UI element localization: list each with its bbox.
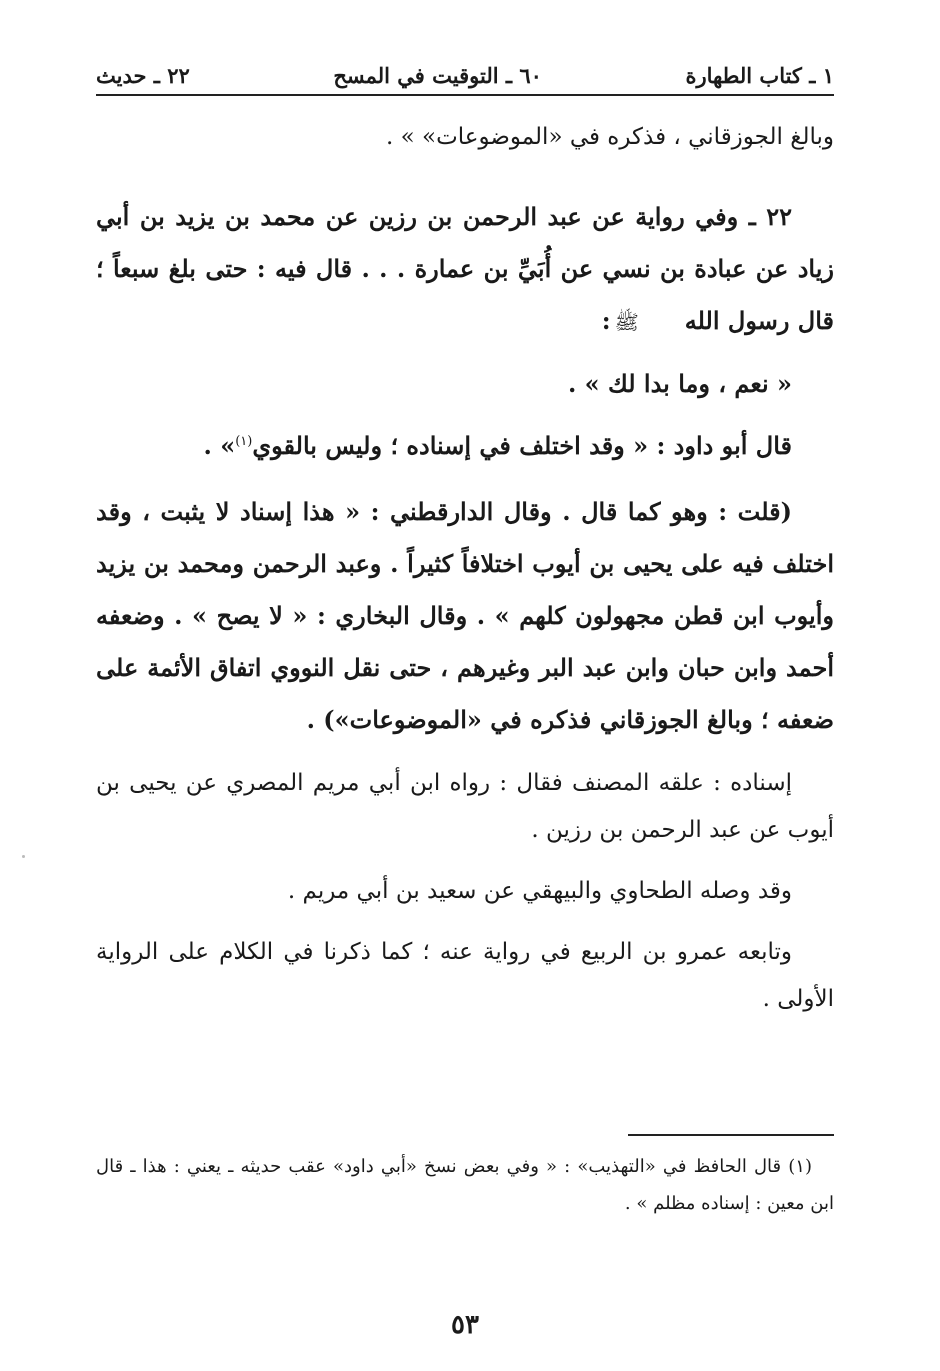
hadith-22-colon: :: [601, 306, 611, 335]
footnote-separator: [628, 1134, 834, 1136]
prophet-quote: « نعم ، وما بدا لك » .: [567, 369, 792, 398]
running-header: [96, 56, 834, 96]
abu-dawud-comment: [96, 420, 834, 472]
footnote-1: (١) قال الحافظ في «التهذيب» : « وفي بعض نسخ «أبي داود» عقب حديثه ـ يعني : هذا ـ قال ابن معين : إسناده مظلم » .: [96, 1156, 834, 1214]
abu-dawud-comment-close: » .: [203, 431, 236, 460]
salla-allahu-alayhi-wa-sallam-glyph: ﷺ: [614, 310, 639, 334]
author-note-paragraph: (قلت : وهو كما قال . وقال الدارقطني : « هذا إسناد لا يثبت ، وقد اختلف فيه على يحيى بن أيوب اختلافاً كثيراً . وعبد الرحمن ومحمد بن يزيد وأيوب ابن قطن مجهولون كلهم » . وقال البخاري : « لا يصح » . وضعفه أحمد وابن حبان وابن عبد البر وغيرهم ، حتى نقل النووي اتفاق الأئمة على ضعفه ؛ وبالغ الجوزقاني فذكره في «الموضوعات») .: [96, 497, 834, 734]
isnad-paragraph: إسناده : علقه المصنف فقال : رواه ابن أبي مريم المصري عن يحيى بن أيوب عن عبد الرحمن بن رزين .: [96, 770, 834, 843]
footnote-reference-1: (١): [235, 434, 253, 449]
margin-speck: [22, 855, 25, 858]
mutaba-paragraph: وتابعه عمرو بن الربيع في رواية عنه ؛ كما ذكرنا في الكلام على الرواية الأولى .: [96, 939, 834, 1012]
book-page: [96, 56, 834, 1340]
footnotes: [96, 1148, 834, 1222]
page-number: ٥٣: [451, 1310, 479, 1340]
header-chapter-title: ٦٠ ـ التوقيت في المسح: [333, 63, 542, 88]
header-book-title: ١ ـ كتاب الطهارة: [685, 63, 834, 88]
header-hadith-number: ٢٢ ـ حديث: [96, 63, 190, 88]
hadith-22-text: [96, 191, 834, 348]
hadith-22-body: ٢٢ ـ وفي رواية عن عبد الرحمن بن رزين عن محمد بن يزيد بن أبي زياد عن عبادة بن نسي عن أُبَيِّ بن عمارة . . . قال فيه : حتى بلغ سبعاً ؛ قال رسول الله: [96, 202, 834, 335]
wasl-paragraph: وقد وصله الطحاوي والبيهقي عن سعيد بن أبي مريم .: [287, 878, 792, 904]
abu-dawud-comment-text: قال أبو داود : « وقد اختلف في إسناده ؛ وليس بالقوي: [252, 431, 792, 460]
continuation-paragraph: وبالغ الجوزقاني ، فذكره في «الموضوعات» » .: [386, 124, 834, 150]
